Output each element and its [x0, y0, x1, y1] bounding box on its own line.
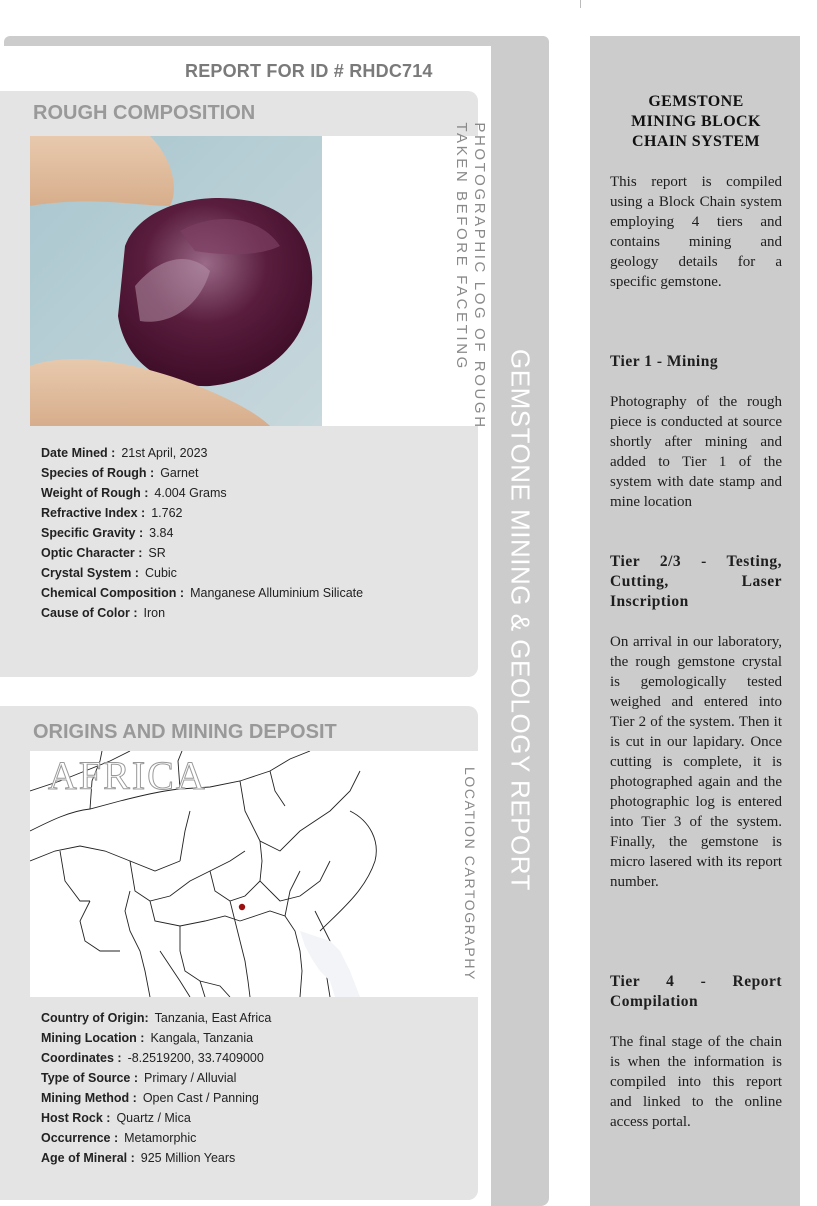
prop-species: Species of Rough : Garnet [41, 466, 199, 480]
prop-date-mined: Date Mined : 21st April, 2023 [41, 446, 208, 460]
map-frame [30, 751, 478, 997]
map-label: AFRICA [48, 753, 207, 798]
sidebar-title [610, 92, 782, 152]
tier1-text: Photography of the rough piece is conducted at source shortly after mining and added to Tier 1 of the system with date stamp and mine location [610, 394, 782, 510]
tier23-heading: Tier 2/3 - Testing, Cutting, Laser Inscription [610, 553, 782, 610]
tier4-text: The final stage of the chain is when the information is compiled into this report and linked to the online access portal. [610, 1034, 782, 1130]
photo-caption-line2: TAKEN BEFORE FACETING [453, 122, 470, 371]
prop-occurrence: Occurrence : Metamorphic [41, 1131, 197, 1145]
sidebar-title-line1: GEMSTONE [648, 93, 744, 110]
origins-title: ORIGINS AND MINING DEPOSIT [33, 721, 337, 743]
tier23-text: On arrival in our laboratory, the rough gemstone crystal is gemologically tested weighed and entered into Tier 2 of the system. Then it is cut in our lapidary. Once cutting is complete, it is photographed again and the photographic log is entered into Tier 3 of the system. Finally, the gemstone is micro lasered with its report number. [610, 634, 782, 890]
prop-country: Country of Origin: Tanzania, East Africa [41, 1011, 272, 1025]
tier4-heading: Tier 4 - Report Compilation [610, 973, 782, 1010]
prop-age-of-mineral: Age of Mineral : 925 Million Years [41, 1151, 236, 1165]
sidebar-intro: This report is compiled using a Block Chain system employing 4 tiers and contains mining and geology details for a specific gemstone. [610, 174, 782, 290]
prop-host-rock: Host Rock : Quartz / Mica [41, 1111, 191, 1125]
map-caption: LOCATION CARTOGRAPHY [462, 766, 478, 982]
sidebar-title-line3: CHAIN SYSTEM [632, 133, 760, 150]
prop-mining-location: Mining Location : Kangala, Tanzania [41, 1031, 254, 1045]
prop-coordinates: Coordinates : -8.2519200, 33.7409000 [41, 1051, 264, 1065]
prop-crystal-system: Crystal System : Cubic [41, 566, 177, 580]
vertical-banner-text: GEMSTONE MINING & GEOLOGY REPORT [505, 349, 536, 891]
sidebar-title-line2: MINING BLOCK [631, 113, 761, 130]
prop-cause-of-color: Cause of Color : Iron [41, 606, 166, 620]
prop-specific-gravity: Specific Gravity : 3.84 [41, 526, 174, 540]
origin-properties [41, 1008, 271, 1168]
prop-refractive-index: Refractive Index : 1.762 [41, 506, 183, 520]
photo-caption [452, 122, 488, 429]
rough-properties [41, 443, 363, 623]
top-bar [4, 36, 549, 46]
rough-photo-frame [30, 122, 488, 430]
prop-type-of-source: Type of Source : Primary / Alluvial [41, 1071, 237, 1085]
rough-gemstone-photo [30, 136, 322, 426]
report-id: REPORT FOR ID # RHDC714 [185, 61, 433, 81]
location-marker-icon [239, 904, 245, 910]
prop-optic-character: Optic Character : SR [41, 546, 166, 560]
top-divider [580, 0, 581, 8]
prop-weight: Weight of Rough : 4.004 Grams [41, 486, 227, 500]
prop-mining-method: Mining Method : Open Cast / Panning [41, 1091, 259, 1105]
photo-caption-line1: PHOTOGRAPHIC LOG OF ROUGH [471, 122, 488, 430]
rough-composition-title: ROUGH COMPOSITION [33, 102, 256, 124]
tier1-heading: Tier 1 - Mining [610, 353, 719, 370]
prop-chemical-composition: Chemical Composition : Manganese Alluminium Silicate [41, 586, 364, 600]
africa-map [30, 751, 426, 997]
